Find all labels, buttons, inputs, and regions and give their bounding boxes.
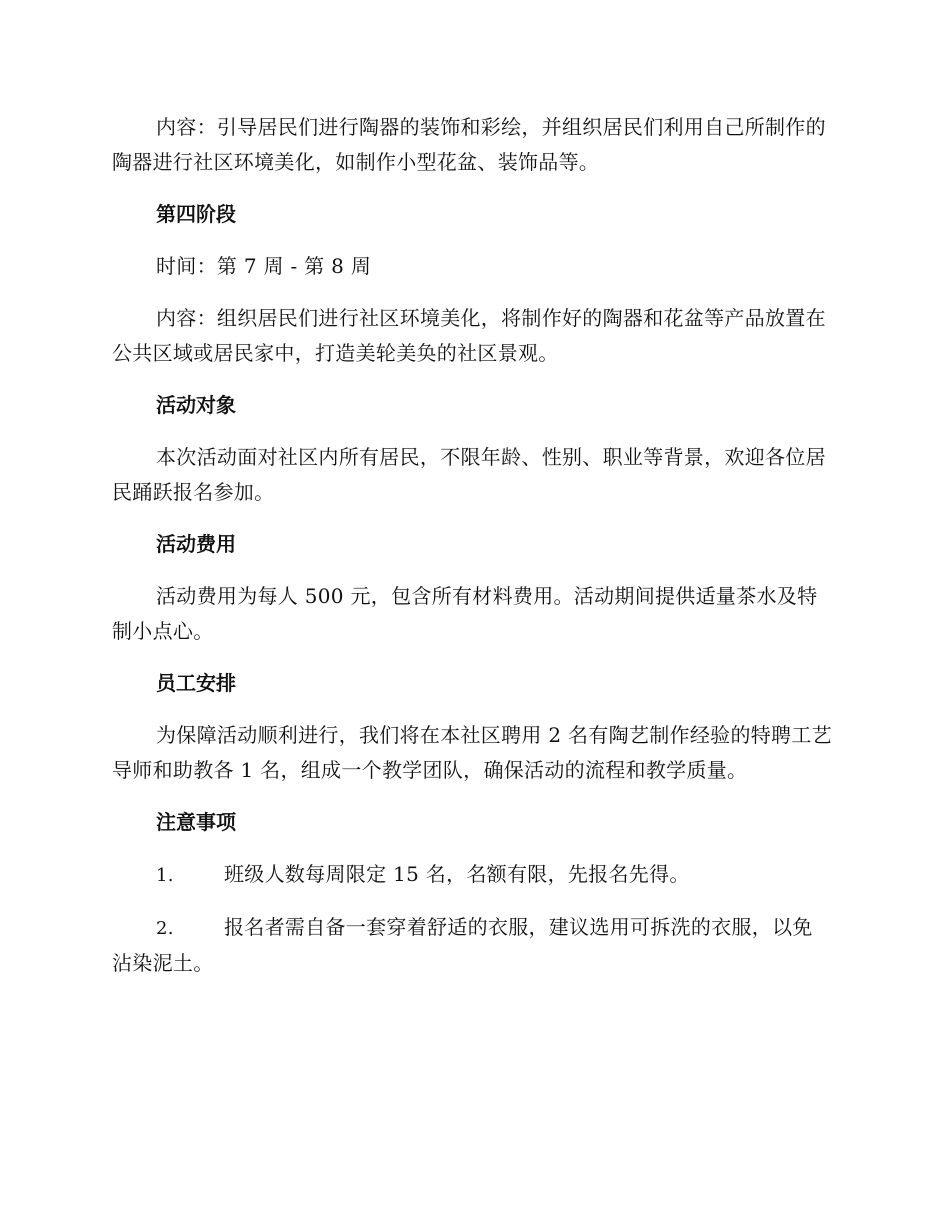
stage3-content: 内容：引导居民们进行陶器的装饰和彩绘，并组织居民们利用自己所制作的陶器进行社区环境美化，如制作小型花盆、装饰品等。	[112, 115, 826, 174]
list-number: 2.	[156, 918, 174, 939]
staff-text: 为保障活动顺利进行，我们将在本社区聘用 2 名有陶艺制作经验的特聘工艺导师和助教各 1 名，组成一个教学团队，确保活动的流程和教学质量。	[112, 723, 832, 782]
stage4-time: 时间：第 7 周 - 第 8 周	[156, 254, 372, 278]
notes-item-1	[112, 857, 832, 893]
list-number: 1.	[156, 865, 174, 886]
staff-heading: 员工安排	[156, 671, 236, 695]
audience-heading: 活动对象	[156, 393, 236, 417]
document-body	[112, 110, 832, 998]
audience-text: 本次活动面对社区内所有居民，不限年龄、性别、职业等背景，欢迎各位居民踊跃报名参加。	[112, 445, 826, 504]
stage4-heading: 第四阶段	[156, 202, 236, 226]
list-item-text: 报名者需自备一套穿着舒适的衣服，建议选用可拆洗的衣服，以免沾染泥土。	[112, 915, 813, 975]
list-item-text: 班级人数每周限定 15 名，名额有限，先报名先得。	[224, 862, 690, 886]
fee-text: 活动费用为每人 500 元，包含所有材料费用。活动期间提供适量茶水及特制小点心。	[112, 584, 818, 643]
notes-item-2	[112, 910, 832, 981]
fee-heading: 活动费用	[156, 532, 236, 556]
notes-heading: 注意事项	[156, 810, 236, 834]
stage4-content: 内容：组织居民们进行社区环境美化，将制作好的陶器和花盆等产品放置在公共区域或居民家中，打造美轮美奂的社区景观。	[112, 306, 826, 365]
